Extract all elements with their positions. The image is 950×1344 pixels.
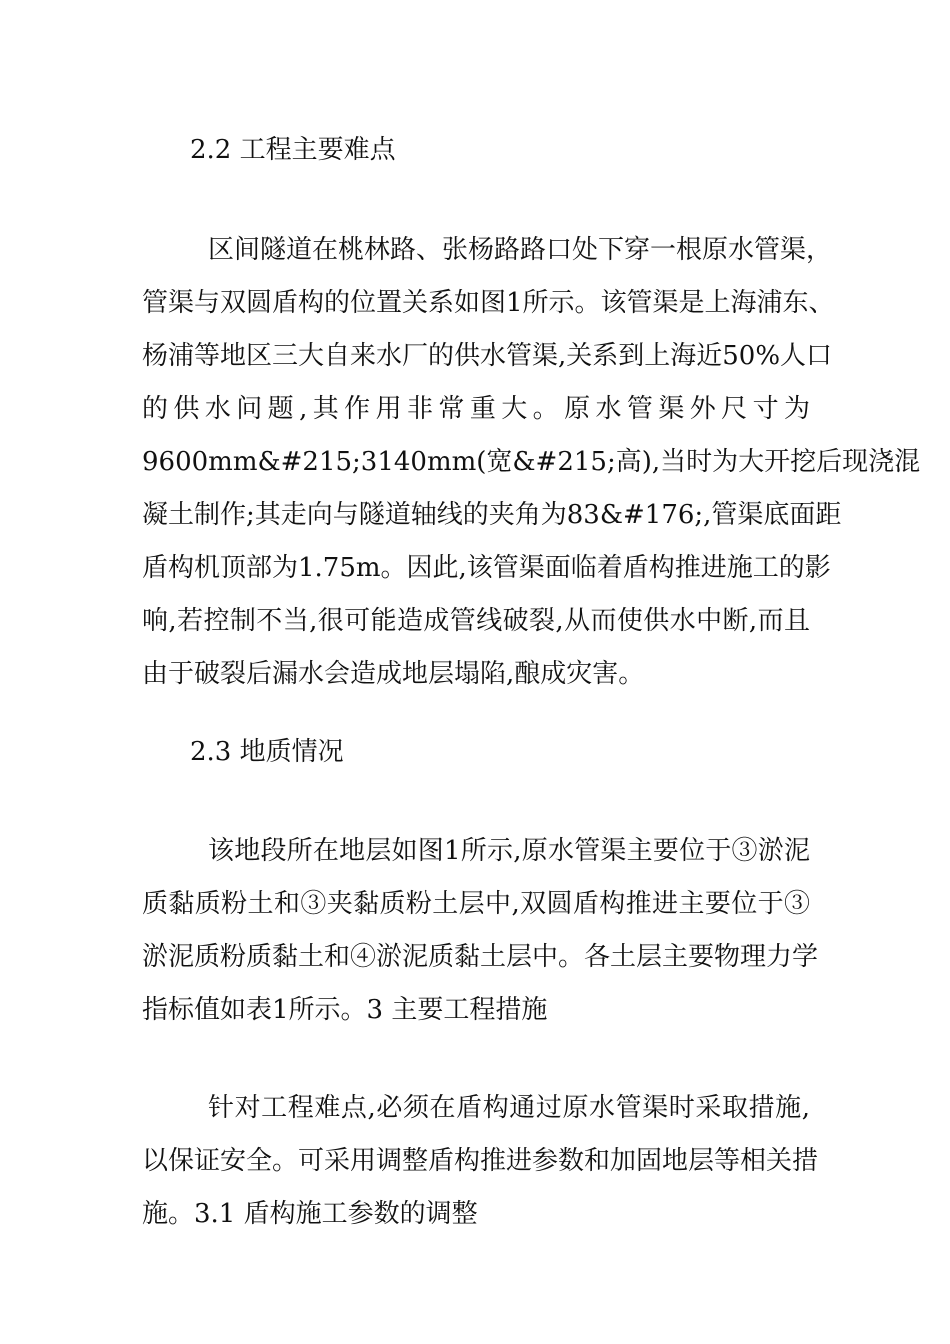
paragraph-line: 施。3.1 盾构施工参数的调整 — [142, 1199, 478, 1229]
paragraph-line: 盾构机顶部为1.75m。因此,该管渠面临着盾构推进施工的影 — [142, 553, 831, 583]
paragraph-line: 的供水问题,其作用非常重大。原水管渠外尺寸为 — [142, 394, 810, 424]
paragraph-line: 质黏质粉土和③夹黏质粉土层中,双圆盾构推进主要位于③ — [142, 889, 810, 919]
paragraph-line: 区间隧道在桃林路、张杨路路口处下穿一根原水管渠， — [208, 235, 833, 265]
paragraph-line: 该地段所在地层如图1所示,原水管渠主要位于③淤泥 — [208, 836, 810, 866]
paragraph-line: 以保证安全。可采用调整盾构推进参数和加固地层等相关措 — [142, 1146, 819, 1176]
paragraph-line: 由于破裂后漏水会造成地层塌陷,酿成灾害。 — [142, 659, 645, 689]
paragraph-line: 响,若控制不当,很可能造成管线破裂,从而使供水中断,而且 — [142, 606, 810, 636]
section-heading: 2.3 地质情况 — [190, 737, 344, 767]
paragraph-line: 指标值如表1所示。3 主要工程措施 — [142, 995, 548, 1025]
paragraph-line: 管渠与双圆盾构的位置关系如图1所示。该管渠是上海浦东、 — [142, 288, 835, 318]
paragraph-line: 9600mm&#215;3140mm(宽&#215;高),当时为大开挖后现浇混 — [142, 447, 921, 477]
paragraph-line: 淤泥质粉质黏土和④淤泥质黏土层中。各土层主要物理力学 — [142, 942, 819, 972]
paragraph-line: 凝土制作;其走向与隧道轴线的夹角为83&#176;,管渠底面距 — [142, 500, 842, 530]
paragraph-line: 杨浦等地区三大自来水厂的供水管渠,关系到上海近50%人口 — [142, 341, 833, 371]
paragraph-line: 针对工程难点,必须在盾构通过原水管渠时采取措施, — [208, 1093, 810, 1123]
section-heading: 2.2 工程主要难点 — [190, 135, 396, 165]
